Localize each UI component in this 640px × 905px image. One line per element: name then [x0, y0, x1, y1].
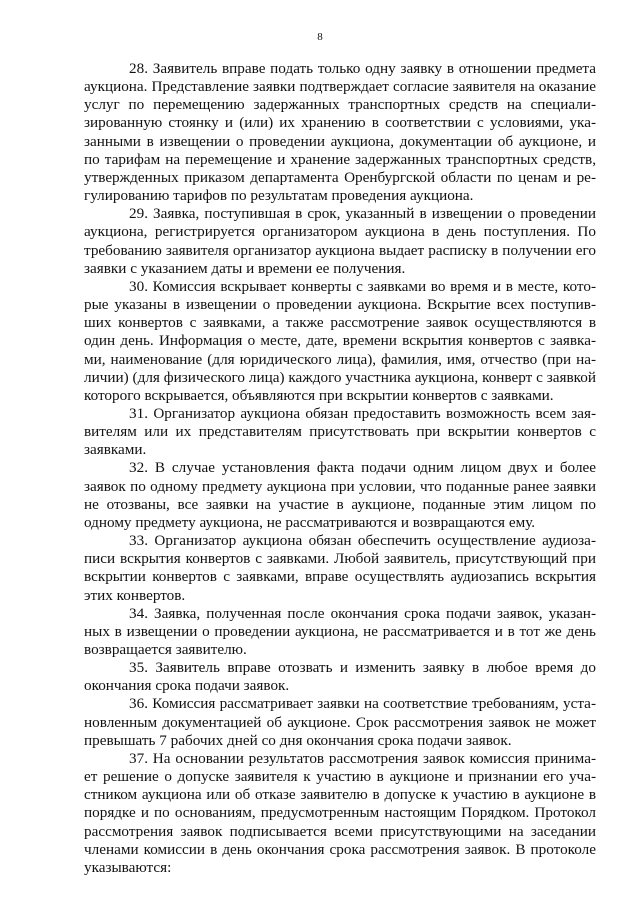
paragraph-36: 36. Комиссия рассматривает заявки на соответствие требованиям, установленным документацией об аукционе. Срок рассмотрения заявок не может превышать 7 рабочих дней со дня окончания срока подачи заявок. — [84, 695, 596, 749]
paragraph-29: 29. Заявка, поступившая в срок, указанный в извещении о проведении аукциона, регистрируется организатором аукциона в день поступления. По требованию заявителя организатор аукциона выдает расписку в получении его заявки с указанием даты и времени ее получения. — [84, 205, 596, 277]
paragraph-32: 32. В случае установления факта подачи одним лицом двух и более заявок по одному предмету аукциона при условии, что поданные ранее заявки не отозваны, все заявки на участие в аукционе, поданные этим лицом по одному предмету аукциона, не рассматриваются и возвращаются ему. — [84, 459, 596, 531]
paragraph-33: 33. Организатор аукциона обязан обеспечить осуществление аудиозаписи вскрытия конвертов с заявками. Любой заявитель, присутствующий при вскрытии конвертов с заявками, вправе осуществлять аудиозапись вскрытия этих конвертов. — [84, 532, 596, 604]
document-body — [84, 60, 596, 877]
paragraph-28: 28. Заявитель вправе подать только одну заявку в отношении предмета аукциона. Представление заявки подтверждает согласие заявителя на оказание услуг по перемещению задержанных транспортных средств на специализированную стоянку и (или) их хранению в соответствии с условиями, указанными в извещении о проведении аукциона, документации об аукционе, и по тарифам на перемещение и хранение задержанных транспортных средств, утвержденных приказом департамента Оренбургской области по ценам и регулированию тарифов по результатам проведения аукциона. — [84, 60, 596, 205]
paragraph-31: 31. Организатор аукциона обязан предоставить возможность всем заявителям или их представителям присутствовать при вскрытии конвертов с заявками. — [84, 404, 596, 459]
paragraph-30: 30. Комиссия вскрывает конверты с заявками во время и в месте, которые указаны в извещении о проведении аукциона. Вскрытие всех поступивших конвертов с заявками, а также рассмотрение заявок осуществляются в один день. Информация о месте, дате, времени вскрытия конвертов с заявками, наименование (для юридического лица), фамилия, имя, отчество (при наличии) (для физического лица) каждого участника аукциона, конверт с заявкой которого вскрывается, объявляются при вскрытии конвертов с заявками. — [84, 277, 596, 404]
paragraph-35: 35. Заявитель вправе отозвать и изменить заявку в любое время до окончания срока подачи заявок. — [84, 659, 596, 695]
paragraph-37: 37. На основании результатов рассмотрения заявок комиссия принимает решение о допуске заявителя к участию в аукционе и признании его участником аукциона или об отказе заявителю в допуске к участию в аукционе в порядке и по основаниям, предусмотренным настоящим Порядком. Протокол рассмотрения заявок подписывается всеми присутствующими на заседании членами комиссии в день окончания срока рассмотрения заявок. В протоколе указываются: — [84, 749, 596, 876]
page-number: 8 — [317, 31, 323, 43]
paragraph-34: 34. Заявка, полученная после окончания срока подачи заявок, указанных в извещении о проведении аукциона, не рассматривается и в тот же день возвращается заявителю. — [84, 604, 596, 658]
